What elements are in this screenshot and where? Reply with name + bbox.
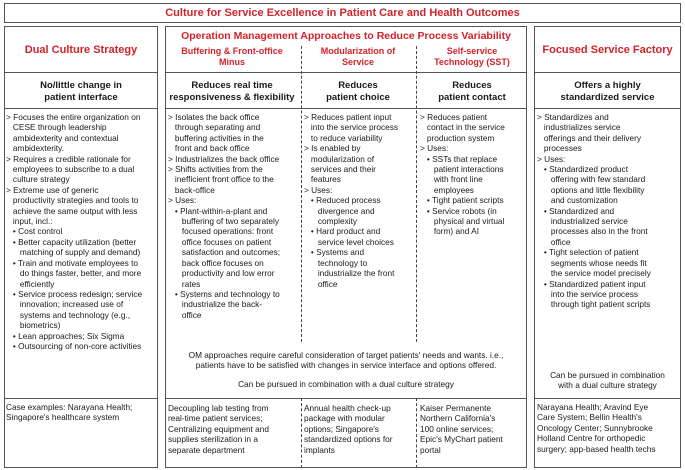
modularization-title: Modularization of Service (320, 46, 396, 67)
dual-culture-header: Dual Culture Strategy (24, 44, 138, 56)
focused-factory-combo: Can be pursued in combination with a dual culture strategy (550, 370, 665, 391)
om-combo-note: Can be pursued in combination with a dual culture strategy (238, 379, 454, 389)
om-note: OM approaches require careful consideration of target patients' needs and wants. i.e., patients have to be satisfied with changes in service interface and options offered. (188, 350, 504, 371)
dash-sep (301, 398, 302, 468)
modularization-subheader: Reduces patient choice (326, 80, 390, 103)
divider (534, 398, 681, 399)
sst-example: Kaiser Permanente Northern California's 100 online services; Epic's MyChart patient portal (420, 403, 503, 455)
focused-factory-body: > Standardizes and industrializes service offerings and their delivery processes > Uses: • Standardized product offering with few standard options and little flexibility and customization • Standardized and industrialized service processes also in the front office • Tight selection of patient segments whose needs fit the service model precisely • Standardized patient input into the service process through tight patient scripts (537, 112, 651, 310)
modularization-example: Annual health check-up package with modular options; Singapore's standardized options for implants (304, 403, 393, 455)
divider (165, 398, 527, 399)
buffering-subheader: Reduces real time responsiveness & flexibility (169, 80, 295, 103)
dash-sep (301, 46, 302, 342)
sst-title: Self-service Technology (SST) (434, 46, 510, 67)
dual-culture-subheader: No/little change in patient interface (40, 80, 122, 103)
om-approaches-header: Operation Management Approaches to Reduce Process Variability (181, 30, 511, 42)
buffering-example: Decoupling lab testing from real-time patient services; Centralizing equipment and supplies sterilization in a separate department (168, 403, 270, 455)
modularization-body: > Reduces patient input into the service process to reduce variability > Is enabled by modularization of services and their features > Uses: • Reduced process divergence and complexity • Hard product and service level choices • Systems and technology to industrialize the front office (304, 112, 399, 289)
divider (534, 72, 681, 73)
dual-culture-examples: Case examples: Narayana Health; Singapore's healthcare system (6, 402, 133, 423)
divider (4, 398, 158, 399)
buffering-body: > Isolates the back office through separating and buffering activities in the front and back office > Industrializes the back office > Shifts activities from the inefficient front office to the back-office > Uses: • Plant-within-a-plant and buffering of two separately focused operations: front office focuses on patient satisfaction and outcomes; back office focuses on productivity and low error rates • Systems and technology to industrialize the back- office (168, 112, 281, 320)
dash-sep (416, 46, 417, 342)
dual-culture-body: > Focuses the entire organization on CESE through leadership ambidexterity and contextual ambidexterity. > Requires a credible rationale for employees to subscribe to a dual culture strategy > Extreme use of generic productivity strategies and tools to achieve the same output with less input, incl.: • Cost control • Better capacity utilization (better matching of supply and demand) • Train and motivate employees to do things faster, better, and more efficiently • Service process redesign; service innovation; increased use of systems and technology (e.g., biometrics) • Lean approaches; Six Sigma • Outsourcing of non-core activities (6, 112, 143, 351)
divider (4, 108, 158, 109)
divider (165, 108, 527, 109)
sst-subheader: Reduces patient contact (438, 80, 506, 103)
diagram-title: Culture for Service Excellence in Patient Care and Health Outcomes (165, 7, 520, 19)
focused-factory-header: Focused Service Factory (542, 44, 673, 56)
focused-factory-examples: Narayana Health; Aravind Eye Care System; Bellin Health's Oncology Center; Sunnybrooke Holland Centre for orthopedic surgery; app-based health techs (537, 402, 656, 454)
divider (534, 108, 681, 109)
divider (165, 72, 527, 73)
dash-sep (416, 398, 417, 468)
sst-body: > Reduces patient contact in the service production system > Uses: • SSTs that replace patient interactions with front line employees • Tight patient scripts • Service robots (in physical and virtual form) and AI (420, 112, 505, 237)
divider (4, 72, 158, 73)
buffering-title: Buffering & Front-office Minus (181, 46, 283, 67)
focused-factory-subheader: Offers a highly standardized service (560, 80, 655, 103)
